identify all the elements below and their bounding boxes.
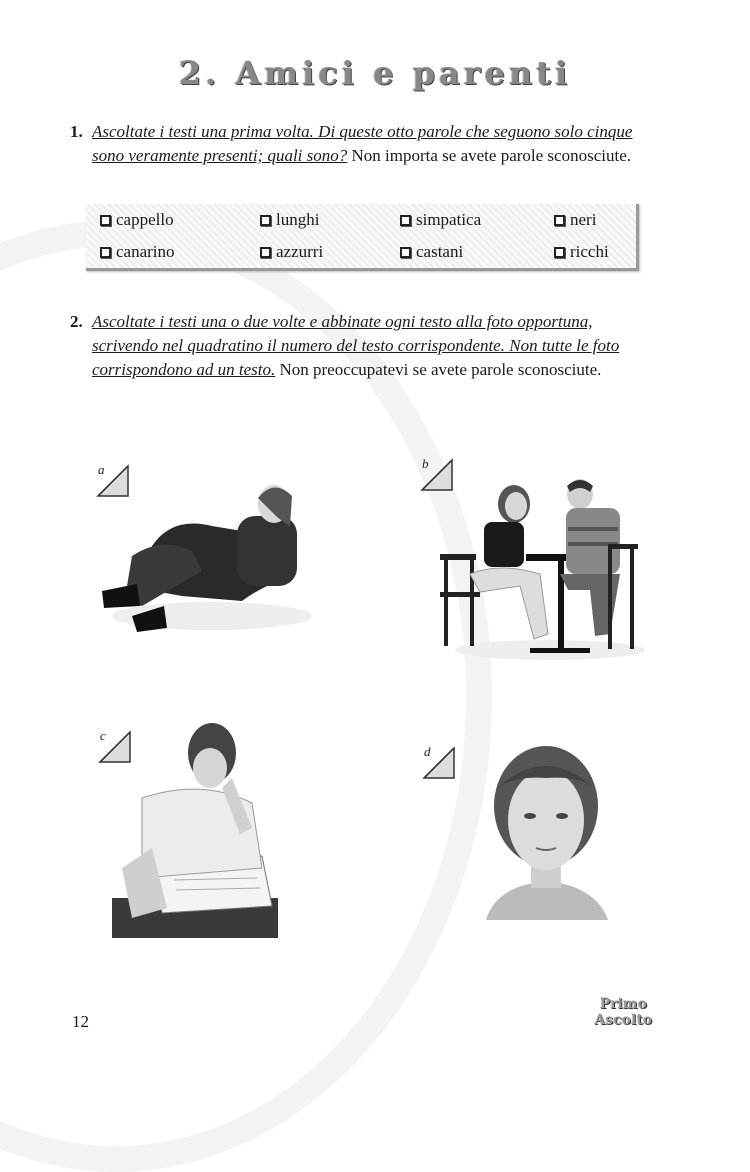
checkbox-icon[interactable]: [100, 215, 111, 226]
word-option[interactable]: cappello: [100, 210, 174, 230]
checkbox-icon[interactable]: [400, 215, 411, 226]
word-option[interactable]: simpatica: [400, 210, 481, 230]
logo-line-1: Primo: [599, 996, 647, 1012]
woman-sitting-on-floor-photo: [92, 476, 312, 636]
exercise-2-text: [92, 310, 650, 382]
word-choice-box: [86, 204, 639, 271]
checkbox-icon[interactable]: [554, 215, 565, 226]
checkbox-icon[interactable]: [100, 247, 111, 258]
checkbox-icon[interactable]: [400, 247, 411, 258]
exercise-1-note: Non importa se avete parole sconosciute.: [351, 146, 631, 165]
exercise-1: [70, 120, 650, 168]
exercise-1-number: 1.: [70, 122, 83, 141]
checkbox-icon[interactable]: [260, 215, 271, 226]
word-option[interactable]: ricchi: [554, 242, 609, 262]
answer-box-d[interactable]: [422, 746, 456, 780]
woman-portrait-photo: [476, 736, 616, 920]
exercise-2-note: Non preoccupatevi se avete parole sconosciute.: [279, 360, 602, 379]
page-title: 2. Amici e parenti: [178, 54, 572, 92]
photo-letter: a: [98, 462, 105, 477]
checkbox-icon[interactable]: [260, 247, 271, 258]
exercise-2: [70, 310, 650, 382]
word-option[interactable]: castani: [400, 242, 463, 262]
exercise-1-text: [92, 120, 650, 168]
word-option[interactable]: azzurri: [260, 242, 323, 262]
photo-letter: c: [100, 728, 106, 743]
word-option[interactable]: lunghi: [260, 210, 319, 230]
photo-letter: d: [424, 744, 431, 759]
exercise-1-instruction: Ascoltate i testi una prima volta. Di queste otto parole che seguono solo cinque sono veramente presenti; quali sono?: [92, 122, 633, 165]
primo-ascolto-logo: [594, 996, 652, 1028]
logo-line-2: Ascolto: [594, 1012, 652, 1028]
page-number: 12: [72, 1012, 89, 1031]
word-option[interactable]: canarino: [100, 242, 175, 262]
woman-reading-at-desk-photo: [112, 718, 278, 948]
exercise-2-number: 2.: [70, 312, 83, 331]
word-option[interactable]: neri: [554, 210, 596, 230]
exercise-2-instruction: Ascoltate i testi una o due volte e abbinate ogni testo alla foto opportuna, scrivendo nel quadratino il numero del testo corrispondente. Non tutte le foto corrispondono ad un testo.: [92, 312, 620, 379]
checkbox-icon[interactable]: [554, 247, 565, 258]
photo-letter: b: [422, 456, 429, 471]
couple-at-cafe-table-photo: [440, 474, 650, 662]
